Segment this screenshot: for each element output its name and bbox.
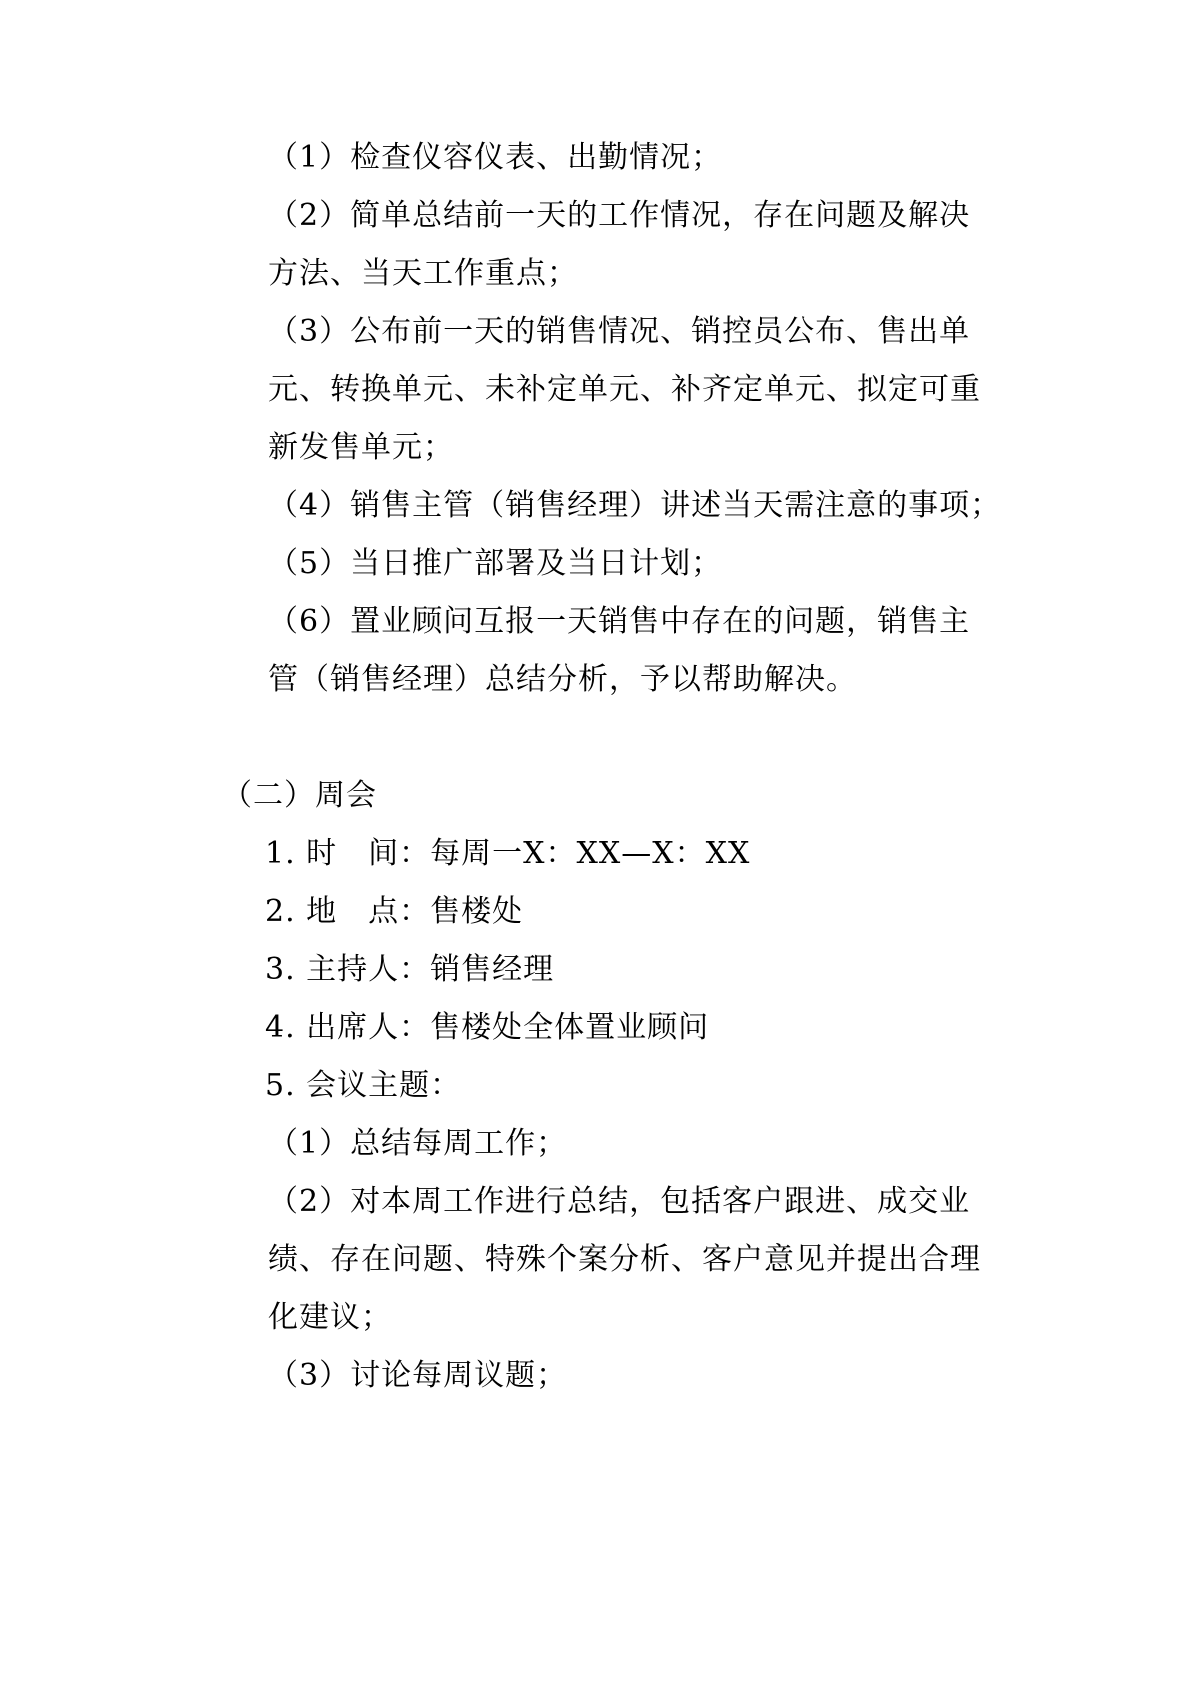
meeting-place [265, 892, 523, 932]
section-heading: （二）周会 [222, 778, 377, 813]
item-label: 会议主题： [306, 1068, 462, 1103]
daily-topic-3-line3: 新发售单元； [268, 430, 454, 465]
item-number: 1. [265, 836, 296, 871]
daily-topic-3-line2: 元、转换单元、未补定单元、补齐定单元、拟定可重 [268, 372, 981, 407]
weekly-topic-1: （1）总结每周工作； [268, 1126, 568, 1161]
daily-topic-1: （1）检查仪容仪表、出勤情况； [268, 140, 723, 175]
item-value: 售楼处 [430, 894, 524, 929]
item-number: 2. [265, 894, 296, 929]
daily-topic-6-line2: 管（销售经理）总结分析，予以帮助解决。 [268, 662, 857, 697]
item-label: 出席人： [306, 1010, 431, 1045]
item-value: 每周一X：XX—X：XX [430, 836, 751, 871]
item-number: 5. [265, 1068, 296, 1103]
daily-topic-5: （5）当日推广部署及当日计划； [268, 546, 723, 581]
item-label: 时 间： [306, 836, 431, 871]
meeting-time [265, 834, 750, 874]
daily-topic-4: （4）销售主管（销售经理）讲述当天需注意的事项； [268, 488, 1002, 523]
item-number: 3. [265, 952, 296, 987]
item-value: 销售经理 [430, 952, 555, 987]
daily-topic-3-line1: （3）公布前一天的销售情况、销控员公布、售出单 [268, 314, 971, 349]
item-number: 4. [265, 1010, 296, 1045]
daily-topic-6-line1: （6）置业顾问互报一天销售中存在的问题，销售主 [268, 604, 971, 639]
daily-topic-2-line1: （2）简单总结前一天的工作情况，存在问题及解决 [268, 198, 971, 233]
meeting-attendees [265, 1008, 709, 1048]
meeting-host [265, 950, 554, 990]
weekly-topic-2-line1: （2）对本周工作进行总结，包括客户跟进、成交业 [268, 1184, 971, 1219]
weekly-topic-3: （3）讨论每周议题； [268, 1358, 568, 1393]
weekly-topic-2-line2: 绩、存在问题、特殊个案分析、客户意见并提出合理 [268, 1242, 981, 1277]
meeting-topic [265, 1066, 461, 1106]
daily-topic-2-line2: 方法、当天工作重点； [268, 256, 578, 291]
item-label: 地 点： [306, 894, 431, 929]
item-value: 售楼处全体置业顾问 [430, 1010, 710, 1045]
item-label: 主持人： [306, 952, 431, 987]
weekly-topic-2-line3: 化建议； [268, 1300, 392, 1335]
